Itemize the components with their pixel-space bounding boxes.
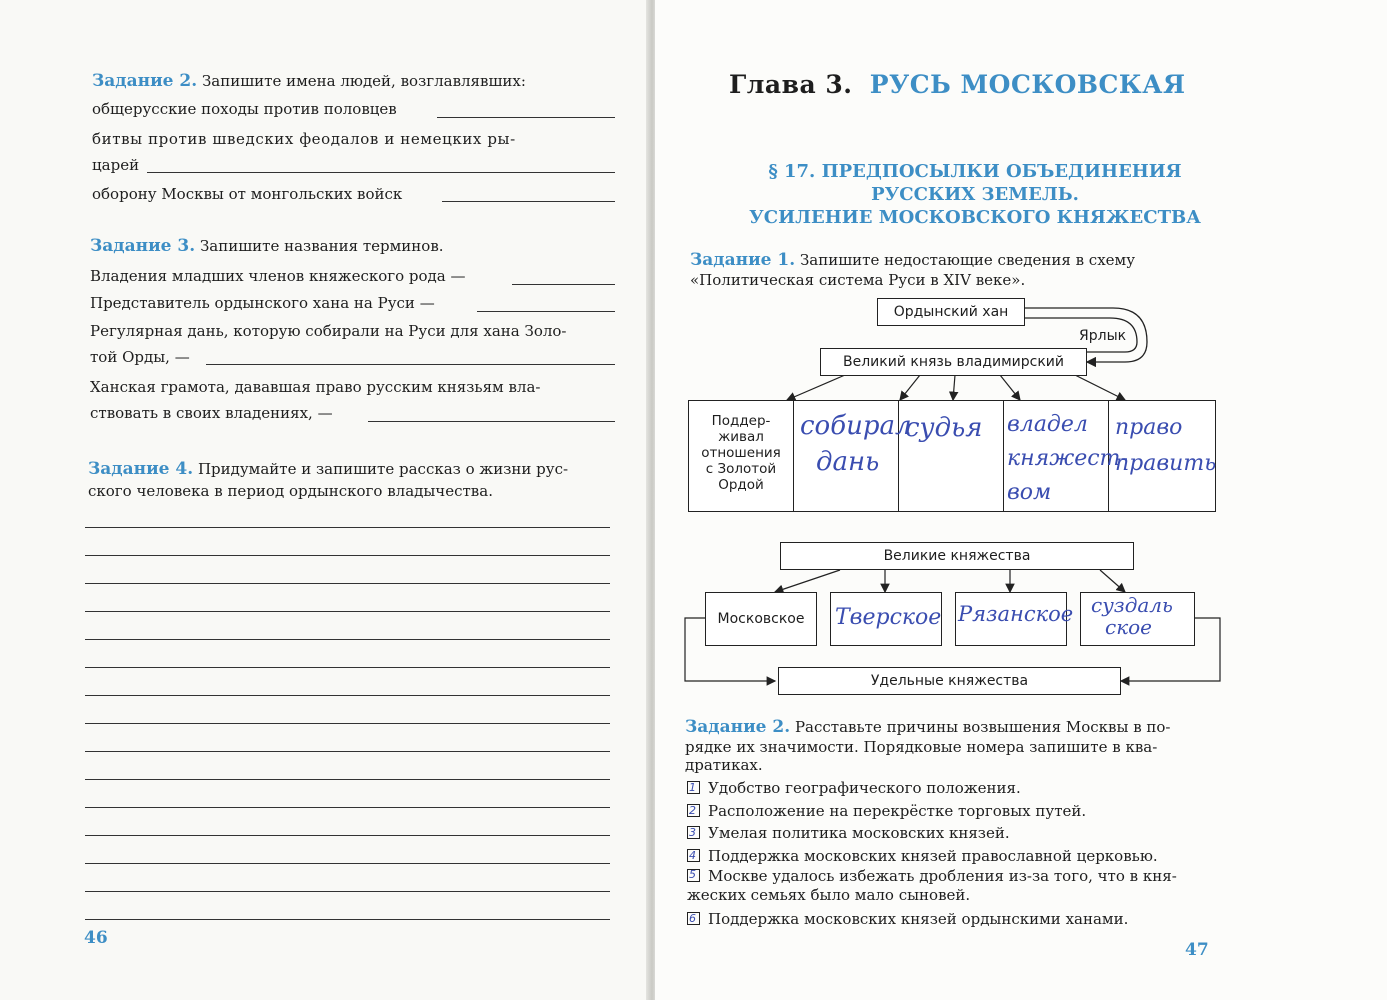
writing-line[interactable]: [85, 639, 610, 640]
writing-line[interactable]: [85, 919, 610, 920]
handwriting-line: владел: [1007, 412, 1088, 437]
writing-line[interactable]: [85, 611, 610, 612]
answer-line[interactable]: [206, 364, 615, 365]
right-page: [655, 0, 1387, 1000]
handwritten-number: 3: [689, 826, 696, 839]
answer-line[interactable]: [442, 201, 615, 202]
writing-line[interactable]: [85, 583, 610, 584]
scheme1-cell-1: [688, 400, 794, 512]
task2-item-1-text: общерусские походы против половцев: [92, 100, 397, 118]
handwriting-line: право: [1115, 415, 1183, 440]
task2-text: Запишите имена людей, возглавлявших:: [201, 72, 526, 90]
task3-line-4-text: той Орды, —: [90, 348, 190, 366]
handwritten-number: 5: [689, 868, 696, 881]
task3-line-5: [90, 374, 540, 401]
answer-line[interactable]: [477, 311, 615, 312]
handwriting-line: собирал: [800, 411, 912, 441]
task2-item-2-text: битвы против шведских феодалов и немецких ры-: [92, 130, 516, 148]
left-page: [0, 0, 652, 1000]
task2r-text-1: Расставьте причины возвышения Москвы в по-: [794, 718, 1171, 736]
handwritten-number: 1: [689, 781, 696, 794]
answer-line[interactable]: [368, 421, 615, 422]
handwriting-cell-3: [905, 410, 983, 446]
reason-item-4: [687, 845, 1158, 867]
reason-text: Поддержка московских князей ордынскими ханами.: [708, 910, 1129, 928]
moscow-box: Московское: [705, 592, 817, 646]
task2r-title: Задание 2.: [685, 717, 791, 737]
handwritten-number: 4: [689, 849, 696, 862]
handwritten-number: 2: [689, 804, 696, 817]
reason-item-6: [687, 908, 1128, 930]
task3-line-6-text: ствовать в своих владениях, —: [90, 404, 333, 422]
writing-line[interactable]: [85, 779, 610, 780]
task2-heading: [92, 68, 526, 95]
writing-line[interactable]: [85, 751, 610, 752]
checkbox[interactable]: [687, 849, 700, 862]
page-number-right: 47: [1185, 940, 1209, 960]
task3-line-3-text: Регулярная дань, которую собирали на Руси для хана Золо-: [90, 322, 567, 340]
appanage-principalities-box: Удельные княжества: [778, 667, 1121, 695]
writing-line[interactable]: [85, 695, 610, 696]
reason-text: Умелая политика московских князей.: [708, 824, 1010, 842]
task2-item-2b-text: царей: [92, 156, 140, 174]
task1-text-1: Запишите недостающие сведения в схему: [799, 251, 1136, 269]
handwriting-cell-2: [800, 408, 912, 480]
handwritten-number: 6: [689, 912, 696, 925]
section-title-line-1: § 17. ПРЕДПОСЫЛКИ ОБЪЕДИНЕНИЯ: [768, 161, 1182, 182]
cell1-line: живал: [718, 429, 764, 445]
handwriting-line: княжест-: [1007, 446, 1128, 471]
writing-line[interactable]: [85, 723, 610, 724]
reason-text: Удобство географического положения.: [708, 779, 1021, 797]
reason-text-cont: жеских семьях было мало сыновей.: [687, 886, 971, 904]
task2-item-3: [92, 181, 402, 208]
task4-text-2: ского человека в период ордынского владычества.: [88, 482, 493, 500]
task3-line-2-text: Представитель ордынского хана на Руси —: [90, 294, 435, 312]
task2r-heading: [685, 718, 1215, 736]
task2r-text-2: рядке их значимости. Порядковые номера запишите в ква-: [685, 738, 1158, 756]
reason-text: Расположение на перекрёстке торговых путей.: [708, 802, 1087, 820]
writing-line[interactable]: [85, 863, 610, 864]
checkbox[interactable]: [687, 781, 700, 794]
page-number-left: 46: [84, 928, 108, 948]
handwriting-line: править: [1115, 451, 1217, 476]
task3-line-4: [90, 344, 190, 371]
reason-text: Поддержка московских князей православной церковью.: [708, 847, 1158, 865]
writing-line[interactable]: [85, 807, 610, 808]
section-title-line-2: РУССКИХ ЗЕМЕЛЬ.: [871, 184, 1079, 205]
yarlyk-label: Ярлык: [1079, 328, 1127, 344]
handwriting-suzdal: [1091, 594, 1173, 638]
task3-line-1-text: Владения младших членов княжеского рода —: [90, 267, 466, 285]
handwriting-cell-5: [1115, 410, 1216, 482]
great-principalities-box: Великие княжества: [780, 542, 1134, 570]
checkbox[interactable]: [687, 912, 700, 925]
task1-text-2: «Политическая система Руси в XIV веке».: [690, 271, 1026, 289]
checkbox[interactable]: [687, 826, 700, 839]
task2-item-3-text: оборону Москвы от монгольских войск: [92, 185, 403, 203]
section-title-line-3: УСИЛЕНИЕ МОСКОВСКОГО КНЯЖЕСТВА: [749, 207, 1201, 228]
handwriting-line: ское: [1105, 615, 1153, 639]
writing-line[interactable]: [85, 891, 610, 892]
writing-line[interactable]: [85, 527, 610, 528]
chapter-label: Глава 3.: [729, 70, 853, 99]
handwriting-line: дань: [816, 447, 880, 477]
task2-item-1: [92, 96, 397, 123]
cell1-line: с Золотой: [705, 461, 777, 477]
grand-prince-box: Великий князь владимирский: [820, 348, 1087, 376]
answer-line[interactable]: [147, 172, 615, 173]
reason-item-5: [687, 867, 1217, 905]
handwriting-line: суздаль: [1091, 593, 1173, 617]
task3-line-2: [90, 290, 435, 317]
writing-line[interactable]: [85, 555, 610, 556]
cell1-line: Поддер-: [711, 413, 771, 429]
cell1-line: Ордой: [718, 477, 764, 493]
reason-item-2: [687, 800, 1086, 822]
handwriting-ryazan: Рязанское: [958, 602, 1074, 626]
task3-line-3: [90, 318, 567, 345]
task3-line-1: [90, 263, 466, 290]
answer-line[interactable]: [437, 117, 615, 118]
task2-item-2b: [92, 152, 139, 179]
handwriting-line: вом: [1007, 480, 1052, 505]
task3-title: Задание 3.: [90, 236, 196, 256]
task2-title: Задание 2.: [92, 71, 198, 91]
writing-line[interactable]: [85, 667, 610, 668]
handwriting-line: судья: [905, 413, 983, 443]
answer-line[interactable]: [512, 284, 615, 285]
khan-box: Ордынский хан: [877, 298, 1025, 326]
writing-line[interactable]: [85, 835, 610, 836]
task4-text-1: Придумайте и запишите рассказ о жизни рус-: [197, 460, 569, 478]
cell1-line: отношения: [701, 445, 781, 461]
task3-line-5-text: Ханская грамота, дававшая право русским князьям вла-: [90, 378, 541, 396]
task3-heading: [90, 233, 444, 260]
reason-item-1: [687, 777, 1021, 799]
handwriting-cell-4: [1007, 408, 1128, 510]
checkbox[interactable]: [687, 869, 700, 882]
handwriting-tver: Тверское: [835, 605, 942, 630]
reason-text: Москве удалось избежать дробления из-за того, что в кня-: [708, 867, 1177, 885]
checkbox[interactable]: [687, 804, 700, 817]
chapter-title: РУСЬ МОСКОВСКАЯ: [869, 70, 1186, 99]
task3-line-6: [90, 400, 333, 427]
task2-item-2: [92, 126, 617, 153]
task3-text: Запишите названия терминов.: [199, 237, 444, 255]
task4-title: Задание 4.: [88, 459, 194, 479]
task1-title: Задание 1.: [690, 250, 796, 270]
reason-item-3: [687, 822, 1010, 844]
task2r-text-3: дратиках.: [685, 756, 763, 774]
